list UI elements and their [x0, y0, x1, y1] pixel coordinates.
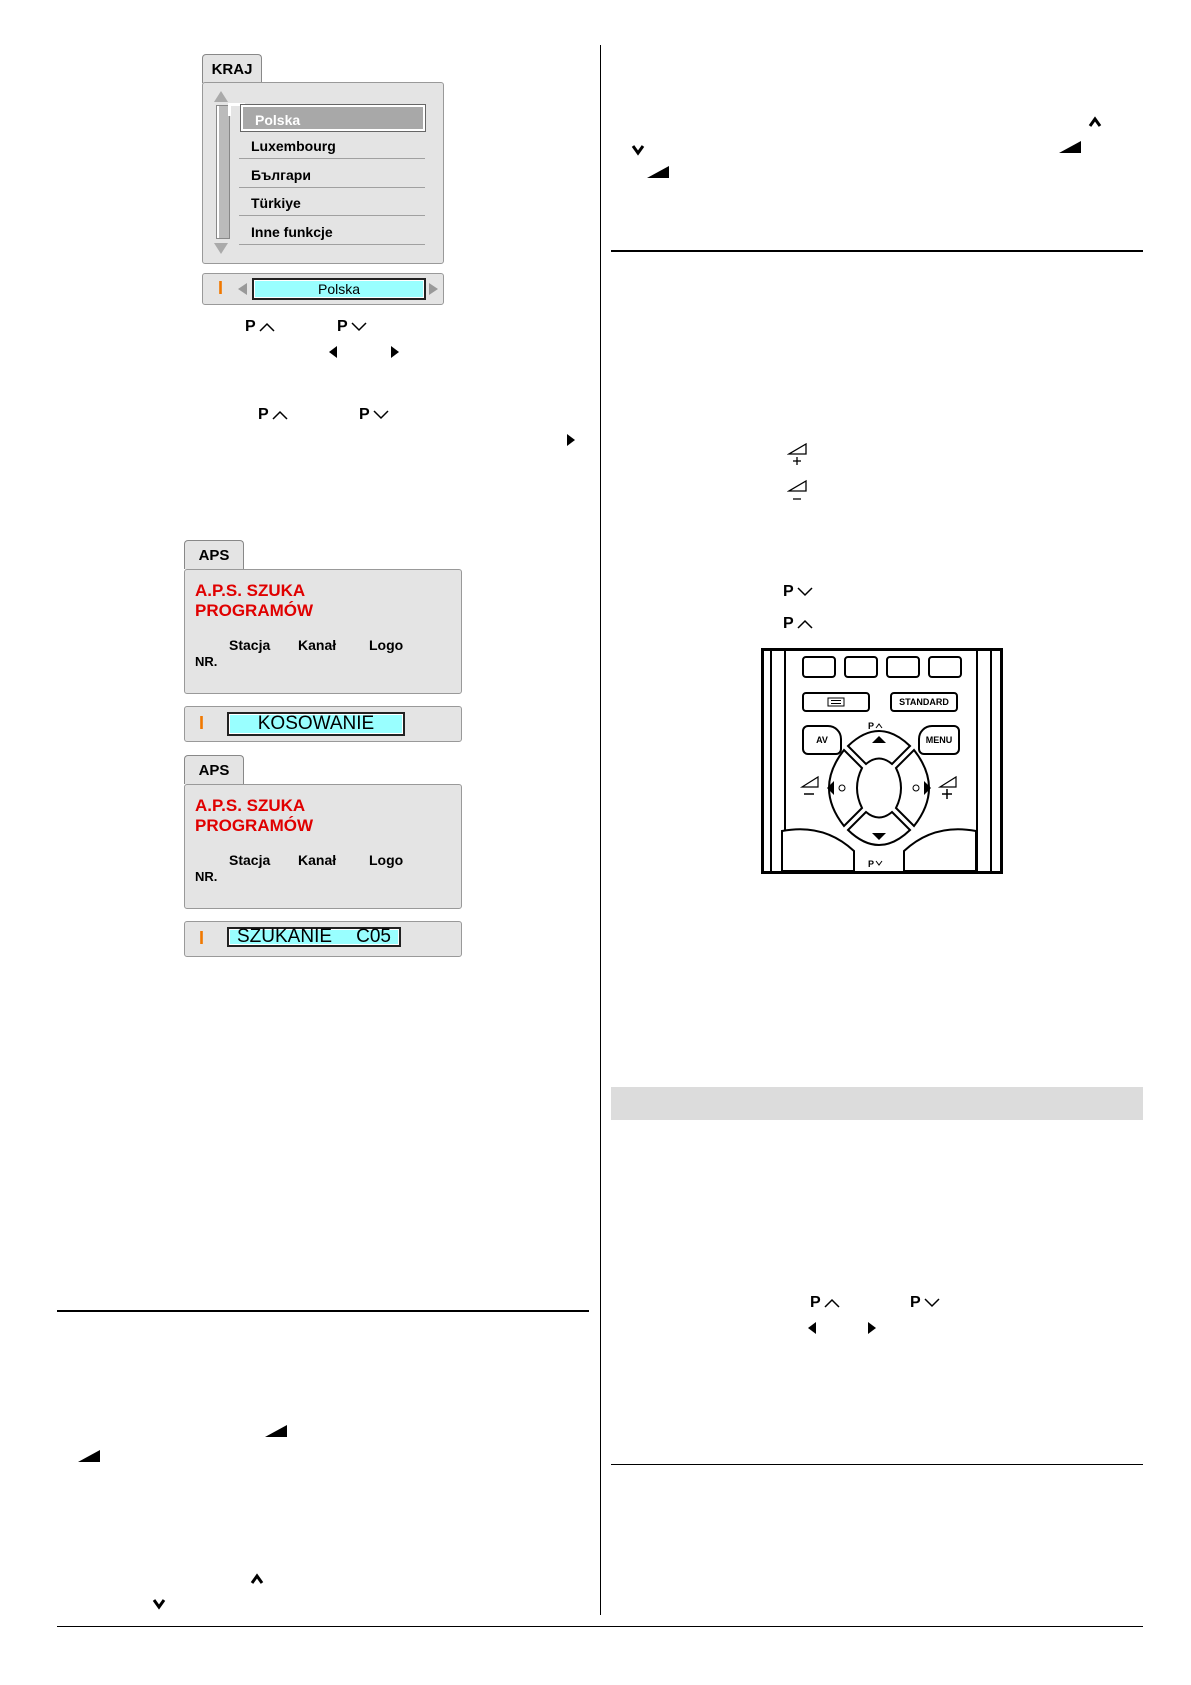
chevron-down-icon — [923, 1297, 941, 1309]
chevron-down-bold-icon — [152, 1598, 166, 1610]
arrow-right-icon — [390, 345, 400, 359]
aps-status-channel: C05 — [356, 926, 391, 947]
chevron-up-icon — [258, 321, 276, 333]
arrow-left-icon — [807, 1321, 817, 1335]
section-rule-right-bottom — [611, 1464, 1143, 1465]
kraj-panel — [202, 82, 444, 264]
p-down-key: P — [910, 1294, 941, 1312]
menu-button[interactable]: MENU — [918, 725, 960, 755]
remote-control-illustration — [761, 648, 1003, 874]
aps-status-value: SZUKANIE C05 — [227, 927, 401, 947]
volume-wedge-icon — [646, 165, 670, 179]
wrench-icon: Ɩ — [199, 713, 205, 733]
section-rule-right-top — [611, 250, 1143, 252]
aps-status-bar — [184, 706, 462, 742]
right-triangle-icon[interactable] — [429, 283, 438, 295]
col-channel: Kanał — [298, 637, 337, 653]
chevron-down-icon — [372, 409, 390, 421]
chevron-down-icon — [350, 321, 368, 333]
country-item[interactable]: Българи — [239, 162, 425, 188]
p-up-key: P — [258, 406, 289, 424]
aps-panel — [184, 784, 462, 909]
chevron-up-icon — [796, 618, 814, 630]
arrow-left-icon — [328, 345, 338, 359]
aps-title: A.P.S. SZUKA PROGRAMÓW — [195, 581, 314, 620]
chevron-up-bold-icon — [250, 1573, 264, 1585]
col-station: Stacja — [229, 852, 271, 868]
country-item[interactable]: Luxembourg — [239, 133, 425, 159]
kraj-status-bar — [202, 273, 444, 305]
scroll-down-arrow-icon[interactable] — [214, 243, 228, 254]
chevron-up-icon — [271, 409, 289, 421]
volume-wedge-icon — [264, 1424, 288, 1438]
kraj-tab-label: KRAJ — [211, 60, 253, 78]
page-footer-rule — [57, 1626, 1143, 1627]
col-logo: Logo — [369, 852, 404, 868]
av-button[interactable]: AV — [802, 725, 842, 755]
scrollbar-track[interactable] — [216, 105, 230, 239]
arrow-right-icon — [867, 1321, 877, 1335]
p-up-key: P — [810, 1294, 841, 1312]
aps-status-value: KOSOWANIE — [227, 712, 405, 736]
p-up-key: P — [245, 318, 276, 336]
aps-panel — [184, 569, 462, 694]
chevron-up-icon — [823, 1297, 841, 1309]
kraj-tab — [202, 54, 262, 83]
col-station: Stacja — [229, 637, 271, 653]
p-down-key: P — [337, 318, 368, 336]
svg-text:P: P — [868, 859, 875, 869]
aps-status-bar — [184, 921, 462, 957]
wrench-icon: Ɩ — [218, 278, 224, 298]
aps-tab: APS — [184, 755, 244, 784]
p-down-key: P — [359, 406, 390, 424]
chevron-down-icon — [796, 586, 814, 598]
svg-text:P: P — [868, 721, 875, 731]
section-rule-left-bottom — [57, 1310, 589, 1312]
volume-wedge-icon — [77, 1449, 101, 1463]
column-divider — [600, 45, 601, 1615]
volume-wedge-icon — [1058, 140, 1082, 154]
chevron-down-bold-icon — [631, 144, 645, 156]
remote-navigation-pad — [764, 651, 1000, 871]
p-up-key: P — [783, 615, 814, 633]
chevron-up-bold-icon — [1088, 116, 1102, 128]
country-item[interactable]: Türkiye — [239, 190, 425, 216]
wrench-icon: Ɩ — [199, 928, 205, 948]
col-logo: Logo — [369, 637, 404, 653]
section-header-bar — [611, 1087, 1143, 1120]
col-channel: Kanał — [298, 852, 337, 868]
aps-tab: APS — [184, 540, 244, 569]
col-nr: NR. — [195, 654, 218, 669]
arrow-right-icon — [566, 433, 576, 447]
aps-title: A.P.S. SZUKA PROGRAMÓW — [195, 796, 314, 835]
country-item[interactable]: Inne funkcje — [239, 219, 425, 245]
scroll-up-arrow-icon[interactable] — [214, 91, 228, 102]
p-down-key: P — [783, 583, 814, 601]
volume-plus-icon — [787, 442, 809, 466]
kraj-status-value: Polska — [252, 278, 426, 300]
col-nr: NR. — [195, 869, 218, 884]
volume-minus-icon — [787, 479, 809, 503]
standard-button[interactable]: STANDARD — [890, 692, 958, 712]
country-item-selected[interactable]: Polska — [241, 105, 425, 131]
left-triangle-icon[interactable] — [238, 283, 247, 295]
